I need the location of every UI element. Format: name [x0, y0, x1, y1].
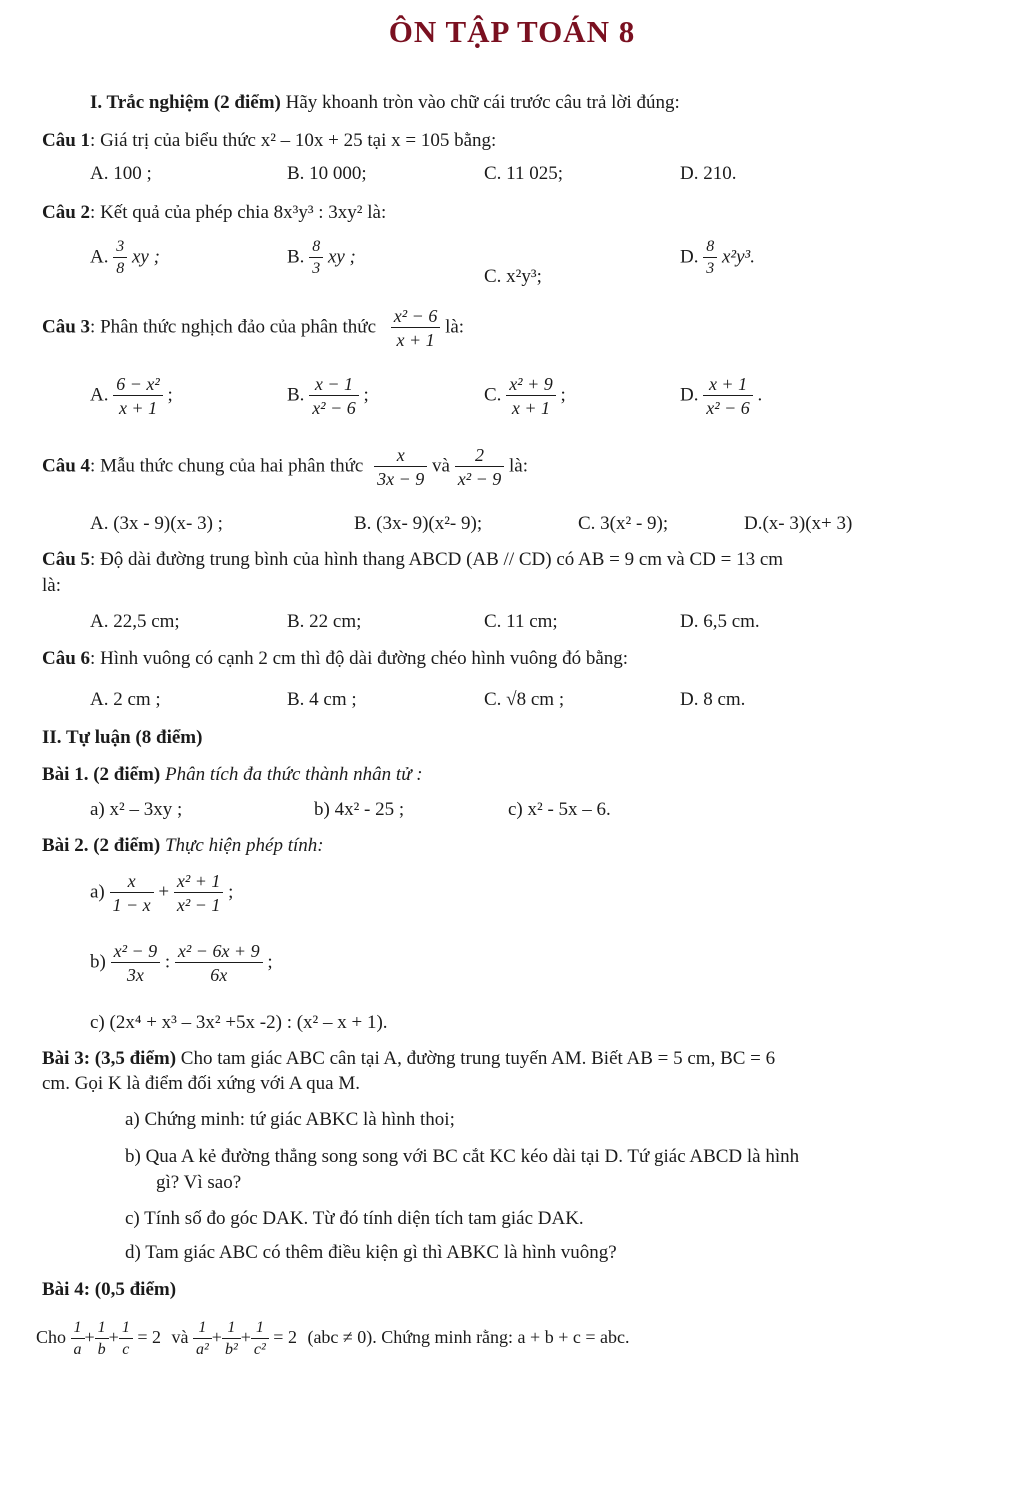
q4-text: : Mẫu thức chung của hai phân thức: [90, 455, 364, 477]
q2-option-a: [90, 239, 160, 277]
q2-a-label: A.: [90, 246, 109, 268]
part2-heading: II. Tự luận (8 điểm): [42, 727, 203, 748]
q1-option-a: A. 100 ;: [90, 163, 152, 184]
bai2-item-c: c) (2x⁴ + x³ – 3x² +5x -2) : (x² – x + 1).: [90, 1012, 388, 1033]
q2-d-den: 3: [706, 260, 715, 277]
q2-b-label: B.: [287, 246, 305, 268]
q4-fraction-2: [455, 446, 505, 488]
q2-d-fraction: [703, 239, 717, 277]
q4-f1-den: 3x − 9: [377, 469, 425, 489]
q3-text: : Phân thức nghịch đảo của phân thức: [90, 316, 377, 338]
q2-d-label: D.: [680, 246, 699, 268]
q4-f1-num: x: [374, 446, 427, 467]
q2-option-d: [680, 239, 755, 277]
bai4-frac-den: b²: [224, 1341, 238, 1358]
bai2-b-op: :: [164, 951, 171, 973]
bai4-frac-den: b: [97, 1341, 106, 1358]
bai3-item-a: a) Chứng minh: tứ giác ABKC là hình thoi;: [125, 1109, 455, 1130]
bai2-desc: Thực hiện phép tính:: [164, 835, 324, 856]
q1-option-c: C. 11 025;: [484, 163, 563, 184]
bai1-prompt: [42, 765, 423, 784]
bai2-b-fraction-2: [175, 942, 263, 984]
bai4-conj: và: [171, 1327, 189, 1348]
q5-option-d: D. 6,5 cm.: [680, 611, 760, 632]
q3-c-num: x² + 9: [506, 375, 556, 396]
q3-d-fraction: [703, 375, 753, 417]
bai1-label: Bài 1. (2 điểm): [42, 764, 161, 785]
q5-label: Câu 5: [42, 549, 91, 570]
q4-f2-num: 2: [455, 446, 505, 467]
q2-option-b: [287, 239, 356, 277]
q4-prompt: [42, 446, 528, 488]
q5-option-b: B. 22 cm;: [287, 611, 362, 632]
q3-prompt: [42, 307, 464, 349]
part1-heading-bold: I. Trắc nghiệm (2 điểm): [90, 92, 281, 113]
q3-b-den: x² − 6: [312, 398, 356, 418]
q4-option-d: D.(x- 3)(x+ 3): [744, 513, 853, 534]
bai4-label: Bài 4: (0,5 điểm): [42, 1279, 177, 1300]
bai3-item-b: b) Qua A kẻ đường thẳng song song với BC cắt KC kéo dài tại D. Tứ giác ABCD là hình: [125, 1146, 800, 1167]
bai4-eq1: = 2: [137, 1327, 161, 1348]
bai1-item-c: c) x² - 5x – 6.: [508, 799, 611, 820]
bai1-desc: Phân tích đa thức thành nhân tử :: [164, 764, 423, 785]
q2-b-num: 8: [309, 239, 323, 258]
q2-text: : Kết quả của phép chia 8x³y³ : 3xy² là:: [90, 202, 387, 223]
bai2-item-b: [90, 942, 273, 984]
bai2-b-f1-den: 3x: [126, 965, 144, 985]
bai4-plus: +: [211, 1327, 222, 1348]
bai2-a-tail: ;: [228, 881, 234, 903]
bai2-a-f2-num: x² + 1: [174, 872, 224, 893]
bai3-prompt: [42, 1049, 775, 1068]
bai2-prompt: [42, 836, 324, 855]
bai4-frac-2-b: [222, 1320, 241, 1358]
bai3-label: Bài 3: (3,5 điểm): [42, 1048, 177, 1069]
bai4-frac-num: 1: [95, 1320, 109, 1339]
bai2-b-label: b): [90, 951, 106, 973]
q3-frac-num: x² − 6: [391, 307, 441, 328]
bai4-frac-2-a: [193, 1320, 212, 1358]
bai4-frac-den: c²: [253, 1341, 266, 1358]
q4-tail: là:: [509, 455, 528, 477]
bai4-statement: [36, 1320, 629, 1358]
q4-option-c: C. 3(x² - 9);: [578, 513, 669, 534]
q2-a-num: 3: [113, 239, 127, 258]
q2-a-fraction: [113, 239, 127, 277]
bai4-frac-1-b: [95, 1320, 109, 1358]
bai4-frac-2-c: [251, 1320, 269, 1358]
bai4-frac-1-a: [71, 1320, 85, 1358]
bai4-plus: +: [108, 1327, 119, 1348]
q1-text: : Giá trị của biểu thức x² – 10x + 25 tại x = 105 bằng:: [90, 130, 497, 151]
bai2-b-f2-den: 6x: [210, 965, 228, 985]
q4-conj: và: [432, 455, 450, 477]
q2-a-tail: xy ;: [131, 246, 160, 268]
q2-b-den: 3: [312, 260, 321, 277]
bai4-frac-den: a²: [195, 1341, 209, 1358]
q2-label: Câu 2: [42, 202, 91, 223]
q5-text: : Độ dài đường trung bình của hình thang ABCD (AB // CD) có AB = 9 cm và CD = 13 cm: [90, 549, 784, 570]
q3-d-den: x² − 6: [706, 398, 750, 418]
q5-option-a: A. 22,5 cm;: [90, 611, 180, 632]
q3-c-den: x + 1: [511, 398, 551, 418]
part1-heading: [90, 93, 680, 112]
bai4-frac-num: 1: [193, 1320, 212, 1339]
q3-option-c: [484, 375, 566, 417]
q3-label: Câu 3: [42, 316, 91, 338]
page-title: ÔN TẬP TOÁN 8: [388, 14, 636, 49]
q4-f2-den: x² − 9: [457, 469, 502, 489]
bai1-item-a: a) x² – 3xy ;: [90, 799, 183, 820]
q3-a-label: A.: [90, 384, 109, 406]
q3-c-fraction: [506, 375, 556, 417]
q5-option-c: C. 11 cm;: [484, 611, 558, 632]
q3-a-tail: ;: [167, 384, 173, 406]
bai2-a-op: +: [158, 881, 170, 903]
bai4-frac-den: c: [122, 1341, 130, 1358]
q3-option-a: [90, 375, 173, 417]
bai4-frac-num: 1: [251, 1320, 269, 1339]
bai3-item-d: d) Tam giác ABC có thêm điều kiện gì thì ABKC là hình vuông?: [125, 1242, 617, 1263]
bai3-text: Cho tam giác ABC cân tại A, đường trung tuyến AM. Biết AB = 5 cm, BC = 6: [176, 1048, 776, 1069]
q6-option-b: B. 4 cm ;: [287, 689, 357, 710]
q3-b-tail: ;: [363, 384, 369, 406]
bai2-a-fraction-2: [174, 872, 224, 914]
q1-option-d: D. 210.: [680, 163, 737, 184]
bai4-tail: (abc ≠ 0). Chứng minh rằng: a + b + c = abc.: [307, 1327, 630, 1348]
bai2-a-f1-num: x: [110, 872, 154, 893]
q1-prompt: [42, 131, 496, 150]
q3-b-fraction: [309, 375, 359, 417]
q2-a-den: 8: [116, 260, 125, 277]
q3-option-b: [287, 375, 369, 417]
q6-option-a: A. 2 cm ;: [90, 689, 161, 710]
bai3-item-c: c) Tính số đo góc DAK. Từ đó tính diện tích tam giác DAK.: [125, 1208, 584, 1229]
q3-b-label: B.: [287, 384, 305, 406]
q3-frac-den: x + 1: [396, 330, 435, 350]
bai2-a-label: a): [90, 881, 105, 903]
q4-option-b: B. (3x- 9)(x²- 9);: [354, 513, 483, 534]
q2-b-tail: xy ;: [327, 246, 356, 268]
q6-prompt: [42, 649, 628, 668]
bai4-eq2: = 2: [273, 1327, 297, 1348]
q2-d-num: 8: [703, 239, 717, 258]
q5-prompt: [42, 550, 783, 569]
q6-text: : Hình vuông có cạnh 2 cm thì độ dài đường chéo hình vuông đó bằng:: [90, 648, 629, 669]
q2-d-tail: x²y³.: [721, 246, 755, 268]
q3-a-fraction: [113, 375, 163, 417]
q3-option-d: [680, 375, 762, 417]
bai4-frac-den: a: [73, 1341, 82, 1358]
bai2-a-f2-den: x² − 1: [176, 895, 221, 915]
bai4-plus: +: [240, 1327, 251, 1348]
q2-b-fraction: [309, 239, 323, 277]
q3-c-label: C.: [484, 384, 502, 406]
q4-label: Câu 4: [42, 455, 91, 477]
q3-c-tail: ;: [560, 384, 566, 406]
q6-option-d: D. 8 cm.: [680, 689, 746, 710]
bai4-frac-1-c: [119, 1320, 133, 1358]
bai2-b-fraction-1: [111, 942, 161, 984]
bai3-item-b-cont: gì? Vì sao?: [156, 1172, 242, 1193]
q6-label: Câu 6: [42, 648, 91, 669]
q4-fraction-1: [374, 446, 427, 488]
bai2-b-tail: ;: [267, 951, 273, 973]
q2-prompt: [42, 203, 386, 222]
q3-d-label: D.: [680, 384, 699, 406]
bai2-a-f1-den: 1 − x: [112, 895, 151, 915]
q3-d-tail: .: [757, 384, 763, 406]
bai2-label: Bài 2. (2 điểm): [42, 835, 161, 856]
bai2-item-a: [90, 872, 233, 914]
q1-option-b: B. 10 000;: [287, 163, 367, 184]
q4-option-a: A. (3x - 9)(x- 3) ;: [90, 513, 223, 534]
bai2-a-fraction-1: [110, 872, 154, 914]
part1-heading-rest: Hãy khoanh tròn vào chữ cái trước câu trả lời đúng:: [280, 92, 680, 113]
bai4-frac-num: 1: [71, 1320, 85, 1339]
bai4-frac-num: 1: [222, 1320, 241, 1339]
q6-option-c: C. √8 cm ;: [484, 689, 565, 710]
q3-tail: là:: [445, 316, 465, 338]
bai3-text-2: cm. Gọi K là điểm đối xứng với A qua M.: [42, 1073, 360, 1094]
q3-fraction: [391, 307, 441, 349]
q3-a-den: x + 1: [118, 398, 158, 418]
bai2-b-f2-num: x² − 6x + 9: [175, 942, 263, 963]
bai4-plus: +: [84, 1327, 95, 1348]
bai2-b-f1-num: x² − 9: [111, 942, 161, 963]
bai4-cho: Cho: [36, 1327, 67, 1348]
bai1-item-b: b) 4x² - 25 ;: [314, 799, 405, 820]
q3-d-num: x + 1: [703, 375, 753, 396]
q5-text-2: là:: [42, 575, 61, 596]
bai4-frac-num: 1: [119, 1320, 133, 1339]
q3-a-num: 6 − x²: [113, 375, 163, 396]
q2-option-c: C. x²y³;: [484, 266, 542, 287]
q3-b-num: x − 1: [309, 375, 359, 396]
q1-label: Câu 1: [42, 130, 91, 151]
